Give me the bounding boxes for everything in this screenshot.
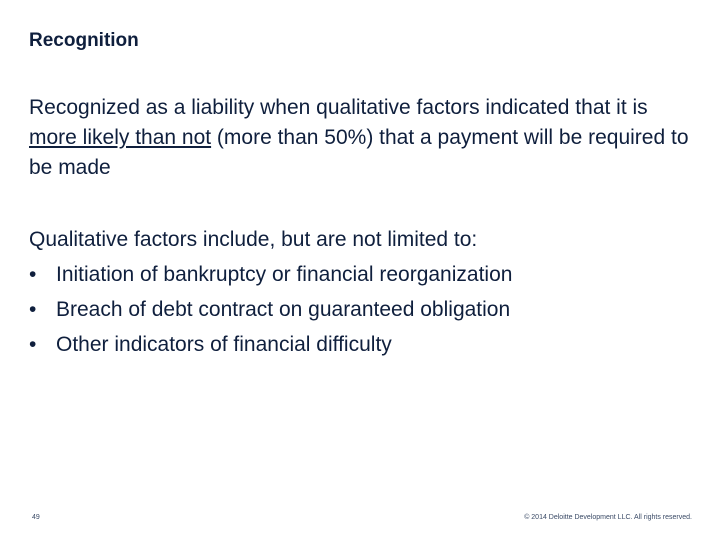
list-item [29,292,699,327]
page-number: 49 [32,514,40,521]
list-item [29,257,699,292]
list-item [29,327,699,362]
bullet-icon: • [29,333,37,356]
underlined-phrase: more likely than not [29,126,212,149]
slide-title: Recognition [29,30,139,51]
recognition-paragraph [29,93,699,183]
qualitative-factors-section [29,222,699,362]
paragraph-text-start: Recognized as a liability when qualitative factors indicated that it is [29,96,648,119]
qualitative-factors-list [29,257,699,362]
bullet-icon: • [29,298,37,321]
list-item-text: Initiation of bankruptcy or financial reorganization [56,263,513,286]
list-item-text: Breach of debt contract on guaranteed obligation [56,298,511,321]
bullet-icon: • [29,263,37,286]
qualitative-factors-intro: Qualitative factors include, but are not limited to: [29,228,478,251]
list-item-text: Other indicators of financial difficulty [56,333,392,356]
paragraph-text-end: (more than 50%) that a payment will be required to be made [29,126,689,179]
copyright-notice: © 2014 Deloitte Development LLC. All rights reserved. [524,514,692,521]
